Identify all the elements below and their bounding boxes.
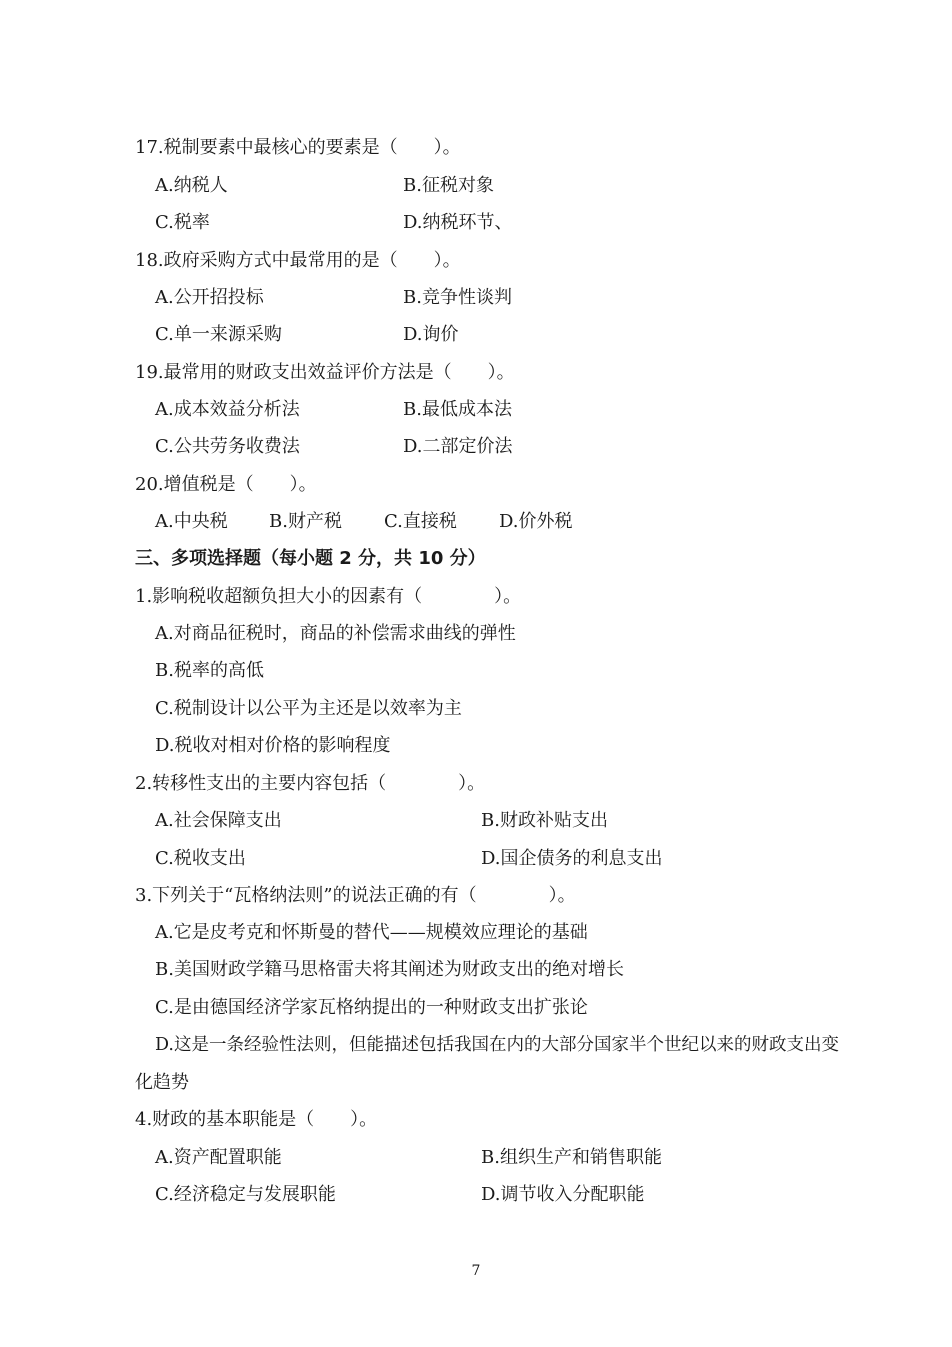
multi-question-3-stem: 3.下列关于“瓦格纳法则”的说法正确的有（ ）。 <box>135 885 576 906</box>
multi-question-1-stem: 1.影响税收超额负担大小的因素有（ ）。 <box>135 586 522 607</box>
question-19-option-d: D.二部定价法 <box>403 436 513 457</box>
question-17-option-b: B.征税对象 <box>403 175 494 196</box>
multi-question-1-option-b: B.税率的高低 <box>155 660 264 681</box>
question-19-option-c: C.公共劳务收费法 <box>155 436 300 457</box>
multi-question-2-option-c: C.税收支出 <box>155 848 246 869</box>
question-19-option-a: A.成本效益分析法 <box>155 399 300 420</box>
multi-question-2-option-a: A.社会保障支出 <box>155 810 282 831</box>
multi-question-4-option-c: C.经济稳定与发展职能 <box>155 1184 336 1205</box>
question-17-stem: 17.税制要素中最核心的要素是（ ）。 <box>135 137 461 158</box>
multi-question-3-option-d: D.这是一条经验性法则，但能描述包括我国在内的大部分国家半个世纪以来的财政支出变 <box>155 1035 839 1055</box>
multi-question-1-option-d: D.税收对相对价格的影响程度 <box>155 735 391 756</box>
multi-question-2-stem: 2.转移性支出的主要内容包括（ ）。 <box>135 773 486 794</box>
question-20-option-a: A.中央税 <box>155 511 228 532</box>
question-20-option-c: C.直接税 <box>384 511 457 532</box>
question-18-option-c: C.单一来源采购 <box>155 324 282 345</box>
multi-question-4-stem: 4.财政的基本职能是（ ）。 <box>135 1109 378 1130</box>
multi-question-4-option-b: B.组织生产和销售职能 <box>481 1147 662 1168</box>
multi-question-3-option-b: B.美国财政学籍马思格雷夫将其阐述为财政支出的绝对增长 <box>155 959 624 980</box>
multi-question-3-option-d-continued: 化趋势 <box>135 1072 189 1093</box>
multi-question-3-option-a: A.它是皮考克和怀斯曼的替代——规模效应理论的基础 <box>155 922 588 943</box>
page-number: 7 <box>471 1263 481 1279</box>
multi-question-4-option-d: D.调节收入分配职能 <box>481 1184 645 1205</box>
question-18-option-a: A.公开招投标 <box>155 287 264 308</box>
multi-question-1-option-a: A.对商品征税时，商品的补偿需求曲线的弹性 <box>155 623 516 644</box>
question-18-stem: 18.政府采购方式中最常用的是（ ）。 <box>135 250 461 271</box>
question-17-option-d: D.纳税环节、 <box>403 212 513 233</box>
multi-question-2-option-d: D.国企债务的利息支出 <box>481 848 663 869</box>
multi-question-3-option-c: C.是由德国经济学家瓦格纳提出的一种财政支出扩张论 <box>155 997 588 1018</box>
question-20-option-b: B.财产税 <box>269 511 342 532</box>
question-19-stem: 19.最常用的财政支出效益评价方法是（ ）。 <box>135 362 515 383</box>
question-20-stem: 20.增值税是（ ）。 <box>135 474 317 495</box>
multi-question-4-option-a: A.资产配置职能 <box>155 1147 282 1168</box>
question-18-option-d: D.询价 <box>403 324 459 345</box>
question-18-option-b: B.竞争性谈判 <box>403 287 512 308</box>
multi-question-1-option-c: C.税制设计以公平为主还是以效率为主 <box>155 698 462 719</box>
question-20-option-d: D.价外税 <box>499 511 573 532</box>
question-17-option-a: A.纳税人 <box>155 175 228 196</box>
multi-question-2-option-b: B.财政补贴支出 <box>481 810 608 831</box>
section-heading-multiple-choice: 三、多项选择题（每小题 2 分，共 10 分） <box>135 548 486 569</box>
question-19-option-b: B.最低成本法 <box>403 399 512 420</box>
question-17-option-c: C.税率 <box>155 212 210 233</box>
